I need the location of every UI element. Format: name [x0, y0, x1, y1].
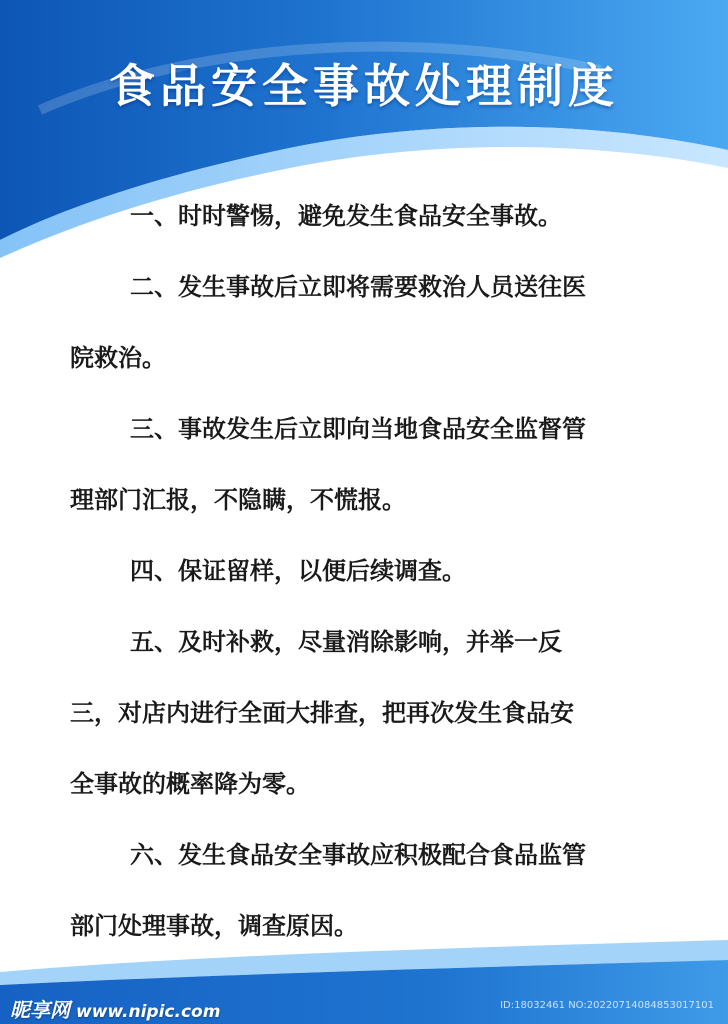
- rule-line: 全事故的概率降为零。: [70, 770, 310, 798]
- page-title: 食品安全事故处理制度: [109, 59, 619, 113]
- rule-line: 理部门汇报，不隐瞒，不慌报。: [70, 486, 406, 514]
- rule-line: 三，对店内进行全面大排查，把再次发生食品安: [70, 699, 574, 727]
- site-logo-text: 昵享网: [10, 998, 70, 1022]
- rule-line: 四、保证留样，以便后续调查。: [130, 557, 466, 585]
- rule-line: 一、时时警惕，避免发生食品安全事故。: [130, 202, 562, 230]
- watermark-footer: [0, 988, 728, 1024]
- rule-item: [70, 403, 670, 545]
- site-watermark: [10, 994, 220, 1023]
- site-url: www.nipic.com: [76, 1002, 221, 1022]
- rule-item: [70, 545, 670, 616]
- rule-line: 二、发生事故后立即将需要救治人员送往医: [130, 273, 586, 301]
- rules-list: [70, 190, 670, 971]
- image-id-label: ID:18032461 NO:20220714084853017101: [500, 1000, 714, 1011]
- rule-item: [70, 616, 670, 829]
- rule-item: [70, 829, 670, 971]
- rule-line: 三、事故发生后立即向当地食品安全监督管: [130, 415, 586, 443]
- rule-item: [70, 190, 670, 261]
- rule-line: 院救治。: [70, 344, 166, 372]
- rule-line: 五、及时补救，尽量消除影响，并举一反: [130, 628, 562, 656]
- rule-line: 部门处理事故，调查原因。: [70, 912, 358, 940]
- rule-item: [70, 261, 670, 403]
- rule-line: 六、发生食品安全事故应积极配合食品监管: [130, 841, 586, 869]
